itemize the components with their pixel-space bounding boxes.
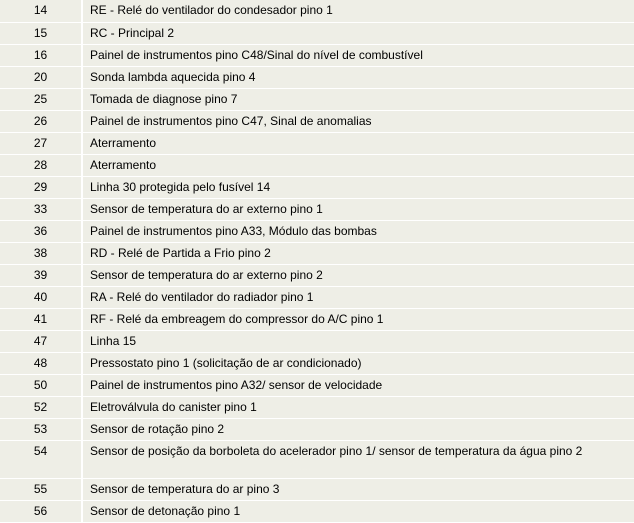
pin-number-cell: 20 (0, 66, 82, 88)
table-row (0, 176, 634, 198)
pin-number-cell: 15 (0, 22, 82, 44)
table-row (0, 352, 634, 374)
pin-description-cell: Sensor de rotação pino 2 (82, 418, 634, 440)
pin-number-cell: 16 (0, 44, 82, 66)
pin-description-cell: Sensor de detonação pino 1 (82, 500, 634, 522)
pin-description-cell: Linha 15 (82, 330, 634, 352)
pin-description-cell: RC - Principal 2 (82, 22, 634, 44)
pin-description-cell: Sensor de posição da borboleta do acelerador pino 1/ sensor de temperatura da água pino 2 (82, 440, 634, 478)
table-row (0, 88, 634, 110)
pin-number-cell: 26 (0, 110, 82, 132)
pin-number-cell: 47 (0, 330, 82, 352)
table-row (0, 220, 634, 242)
table-row (0, 66, 634, 88)
pin-number-cell: 29 (0, 176, 82, 198)
table-row (0, 198, 634, 220)
pin-description-cell: Eletroválvula do canister pino 1 (82, 396, 634, 418)
pin-number-cell: 28 (0, 154, 82, 176)
table-row (0, 0, 634, 22)
pin-description-cell: RA - Relé do ventilador do radiador pino 1 (82, 286, 634, 308)
pin-description-cell: Sensor de temperatura do ar pino 3 (82, 478, 634, 500)
pin-description-cell: Pressostato pino 1 (solicitação de ar condicionado) (82, 352, 634, 374)
table-row (0, 330, 634, 352)
pin-description-cell: RF - Relé da embreagem do compressor do A/C pino 1 (82, 308, 634, 330)
pin-number-cell: 54 (0, 440, 82, 478)
table-row (0, 286, 634, 308)
table-row (0, 242, 634, 264)
pin-number-cell: 36 (0, 220, 82, 242)
pin-description-cell: Sensor de temperatura do ar externo pino 1 (82, 198, 634, 220)
table-row (0, 440, 634, 478)
pin-description-cell: Sonda lambda aquecida pino 4 (82, 66, 634, 88)
pin-description-cell: Aterramento (82, 154, 634, 176)
pin-number-cell: 38 (0, 242, 82, 264)
pin-description-cell: Aterramento (82, 132, 634, 154)
pin-number-cell: 52 (0, 396, 82, 418)
pin-description-cell: Sensor de temperatura do ar externo pino 2 (82, 264, 634, 286)
table-row (0, 44, 634, 66)
pin-number-cell: 56 (0, 500, 82, 522)
pin-number-cell: 40 (0, 286, 82, 308)
table-row (0, 22, 634, 44)
table-row (0, 418, 634, 440)
pin-number-cell: 25 (0, 88, 82, 110)
table-row (0, 396, 634, 418)
pin-number-cell: 55 (0, 478, 82, 500)
pin-description-cell: Painel de instrumentos pino A33, Módulo das bombas (82, 220, 634, 242)
pin-number-cell: 39 (0, 264, 82, 286)
table-row (0, 374, 634, 396)
table-row (0, 154, 634, 176)
pin-description-cell: RD - Relé de Partida a Frio pino 2 (82, 242, 634, 264)
pin-description-cell: Painel de instrumentos pino C47, Sinal de anomalias (82, 110, 634, 132)
pin-number-cell: 53 (0, 418, 82, 440)
pin-number-cell: 33 (0, 198, 82, 220)
pin-description-cell: Painel de instrumentos pino A32/ sensor de velocidade (82, 374, 634, 396)
pin-description-cell: Tomada de diagnose pino 7 (82, 88, 634, 110)
pin-number-cell: 14 (0, 0, 82, 22)
pin-number-cell: 27 (0, 132, 82, 154)
table-row (0, 264, 634, 286)
pin-number-cell: 50 (0, 374, 82, 396)
table-row (0, 110, 634, 132)
table-row (0, 478, 634, 500)
table-row (0, 132, 634, 154)
pin-number-cell: 48 (0, 352, 82, 374)
pin-description-cell: RE - Relé do ventilador do condesador pino 1 (82, 0, 634, 22)
pin-description-cell: Painel de instrumentos pino C48/Sinal do nível de combustível (82, 44, 634, 66)
table-row (0, 308, 634, 330)
pin-number-cell: 41 (0, 308, 82, 330)
pin-description-cell: Linha 30 protegida pelo fusível 14 (82, 176, 634, 198)
